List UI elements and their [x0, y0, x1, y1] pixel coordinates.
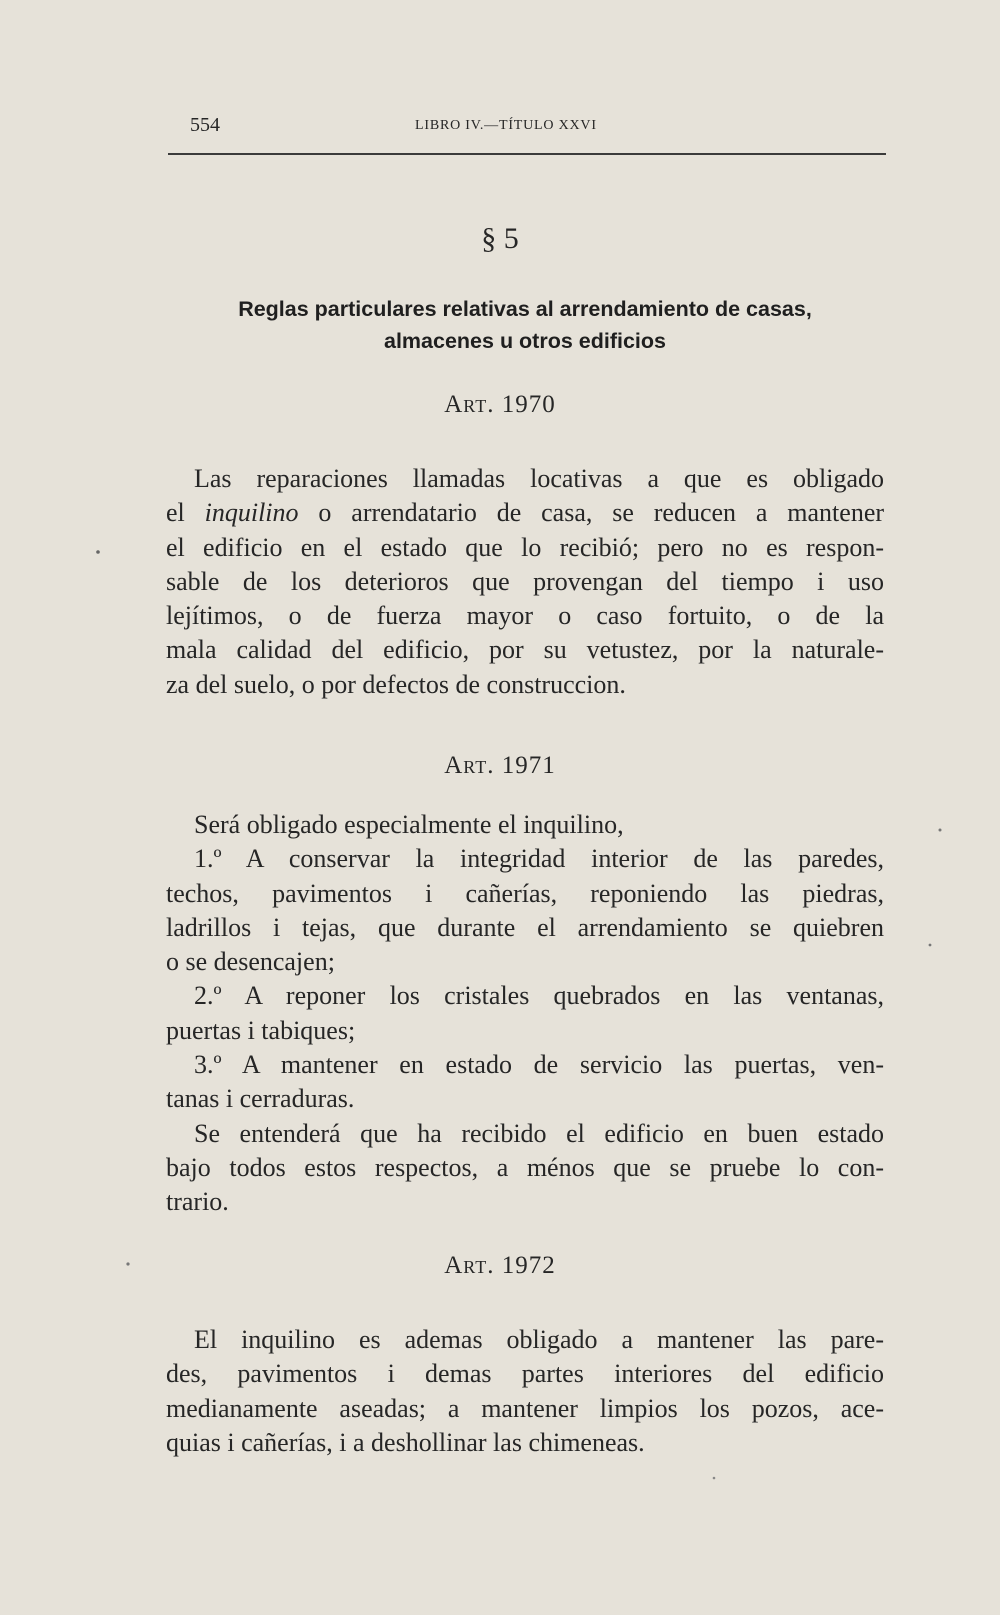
- text-line: ladrillos i tejas, que durante el arrendamiento se quiebren: [166, 912, 884, 942]
- section-title: [160, 293, 890, 357]
- text-line: za del suelo, o por defectos de construccion.: [166, 669, 626, 699]
- page-number: 554: [190, 114, 220, 136]
- paper-speck: [929, 944, 932, 947]
- article-number: 1972: [501, 1252, 556, 1279]
- section-title-line-1: Reglas particulares relativas al arrendamiento de casas,: [238, 297, 812, 321]
- text-line: puertas i tabiques;: [166, 1015, 356, 1045]
- article-label: Art.: [444, 752, 495, 779]
- paper-speck: [96, 550, 100, 554]
- text-line: techos, pavimentos i cañerías, reponiendo las piedras,: [166, 878, 884, 908]
- text-line: trario.: [166, 1187, 229, 1217]
- text-line: [166, 496, 884, 530]
- text-line: el edificio en el estado que lo recibió; pero no es respon-: [166, 532, 884, 562]
- text-word: el: [166, 498, 185, 528]
- paper-speck: [939, 829, 942, 832]
- paper-speck: [713, 1477, 716, 1480]
- text-line: Se entenderá que ha recibido el edificio en buen estado: [194, 1118, 884, 1148]
- header-rule: [168, 153, 886, 155]
- text-line: des, pavimentos i demas partes interiores del edificio: [166, 1359, 884, 1389]
- article-1972-text: [166, 1323, 884, 1460]
- list-item-3: 3.º A mantener en estado de servicio las puertas, ven-: [194, 1050, 884, 1080]
- article-number: 1970: [501, 391, 556, 418]
- running-head: LIBRO IV.—TÍTULO XXVI: [415, 118, 597, 133]
- article-label: Art.: [444, 391, 495, 418]
- text-line: lejítimos, o de fuerza mayor o caso fortuito, o de la: [166, 601, 884, 631]
- article-heading-1972: [0, 1252, 1000, 1280]
- list-item-2: 2.º A reponer los cristales quebrados en las ventanas,: [194, 981, 884, 1011]
- article-heading-1970: [0, 391, 1000, 419]
- section-title-line-2: almacenes u otros edificios: [384, 329, 666, 353]
- text-line: bajo todos estos respectos, a ménos que se pruebe lo con-: [166, 1152, 884, 1182]
- italic-term: inquilino: [204, 498, 299, 528]
- page-header: [168, 114, 886, 148]
- text-line: Las reparaciones llamadas locativas a que es obligado: [194, 464, 884, 493]
- article-1971-text: [166, 808, 884, 1220]
- text-line: sable de los deterioros que provengan del tiempo i uso: [166, 566, 884, 596]
- text-line: quias i cañerías, i a deshollinar las chimeneas.: [166, 1427, 645, 1457]
- article-heading-1971: [0, 752, 1000, 780]
- article-1970-text: [166, 462, 884, 702]
- text-line: Será obligado especialmente el inquilino,: [194, 810, 624, 839]
- article-label: Art.: [444, 1252, 495, 1279]
- text-line: tanas i cerraduras.: [166, 1084, 355, 1114]
- text-line: El inquilino es ademas obligado a mantener las pare-: [194, 1325, 884, 1354]
- list-item-1: 1.º A conservar la integridad interior de las paredes,: [194, 844, 884, 874]
- text-line: o se desencajen;: [166, 947, 335, 977]
- section-mark: § 5: [481, 222, 519, 255]
- article-number: 1971: [501, 752, 556, 779]
- text-line: medianamente aseadas; a mantener limpios los pozos, ace-: [166, 1393, 884, 1423]
- text-line: mala calidad del edificio, por su vetustez, por la naturale-: [166, 635, 884, 665]
- text-fragment: o arrendatario de casa, se reducen a mantener: [318, 498, 885, 528]
